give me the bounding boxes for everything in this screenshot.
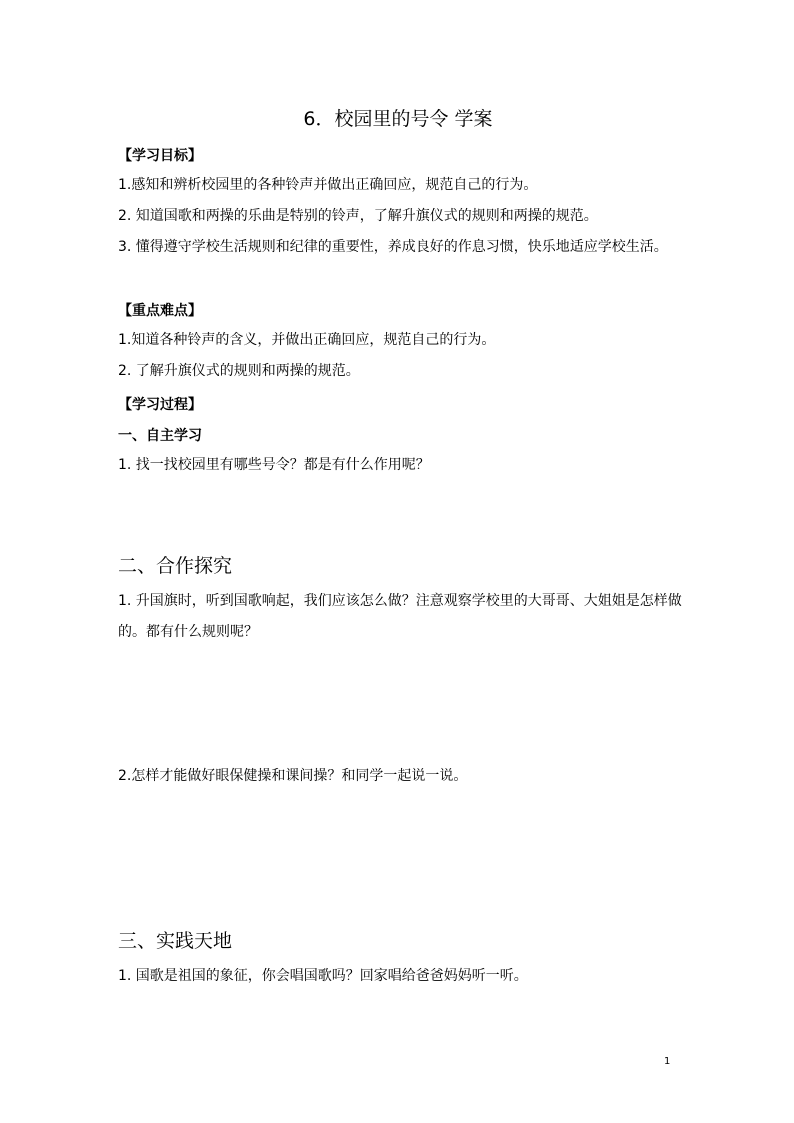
key-points-heading: 【重点难点】 [118,303,202,319]
objective-item-2: 2. 知道国歌和两操的乐曲是特别的铃声，了解升旗仪式的规则和两操的规范。 [118,208,598,224]
key-point-item-1: 1.知道各种铃声的含义，并做出正确回应，规范自己的行为。 [118,332,496,348]
section-self-study-heading: 一、自主学习 [118,428,202,444]
objective-item-1: 1.感知和辨析校园里的各种铃声并做出正确回应，规范自己的行为。 [118,177,538,193]
page-title: 6．校园里的号令 学案 [303,108,493,130]
page-number: 1 [664,1056,671,1067]
cooperation-question-1: 1. 升国旗时，听到国歌响起，我们应该怎么做？注意观察学校里的大哥哥、大姐姐是怎样做的。都有什么规则呢？ [118,593,682,640]
section-cooperation-heading: 二、合作探究 [118,555,233,577]
objective-item-3: 3. 懂得遵守学校生活规则和纪律的重要性，养成良好的作息习惯，快乐地适应学校生活。 [118,239,668,255]
self-study-question-1: 1. 找一找校园里有哪些号令？都是有什么作用呢？ [118,457,430,473]
practice-question-1: 1. 国歌是祖国的象征，你会唱国歌吗？回家唱给爸爸妈妈听一听。 [118,968,528,984]
objectives-heading: 【学习目标】 [118,148,202,164]
section-practice-heading: 三、实践天地 [118,930,233,952]
process-heading: 【学习过程】 [118,397,202,413]
cooperation-question-2: 2.怎样才能做好眼保健操和课间操？和同学一起说一说。 [118,768,468,784]
key-point-item-2: 2. 了解升旗仪式的规则和两操的规范。 [118,363,360,379]
